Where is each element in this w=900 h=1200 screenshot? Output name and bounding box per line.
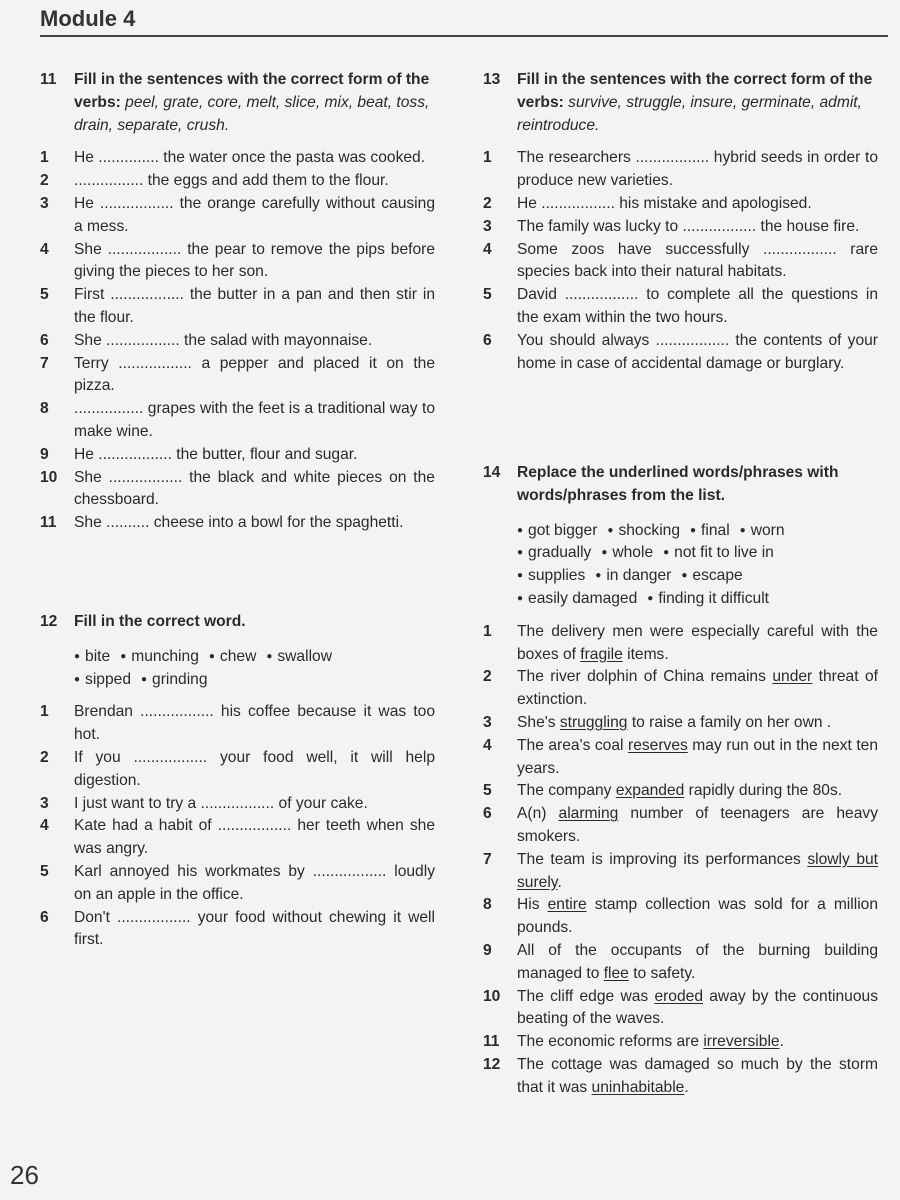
sentence-part: . [684, 1078, 689, 1096]
sentence-part: away by the continuous beating of the waves. [517, 987, 879, 1028]
item-number: 3 [40, 794, 49, 812]
sentence-part: The cliff edge was [517, 987, 655, 1005]
item-number: 9 [483, 941, 492, 959]
item-number: 6 [40, 331, 49, 349]
exercise-item [483, 666, 878, 712]
exercise-item [40, 512, 435, 535]
exercise-item [483, 712, 878, 735]
item-number: 10 [483, 987, 501, 1005]
word-option: ● finding it difficult [647, 588, 769, 611]
exercise-instruction: Fill in the sentences with the correct form of the verbs: [74, 71, 430, 111]
item-number: 1 [40, 149, 49, 167]
exercise-instruction: Fill in the sentences with the correct form of the verbs: [517, 71, 873, 111]
exercise-title [40, 69, 435, 137]
item-number: 2 [40, 172, 49, 190]
sentence-part: to safety. [628, 964, 696, 982]
exercise-item [40, 239, 435, 285]
item-sentence: She ................. the pear to remove the pips before giving the pieces to her son. [74, 240, 435, 281]
item-sentence: He ................. the orange carefully without causing a mess. [74, 194, 435, 235]
word-option: ● escape [681, 565, 742, 588]
item-number: 5 [483, 286, 492, 304]
item-sentence [517, 803, 878, 849]
exercise-item [483, 193, 878, 216]
page-number: 26 [10, 1160, 39, 1190]
exercise-title [483, 69, 878, 137]
word-option: ● bite [74, 646, 110, 669]
item-sentence: The family was lucky to ................. the house fire. [517, 217, 860, 235]
item-number: 6 [483, 805, 492, 823]
underlined-phrase: entire [547, 896, 587, 914]
exercise-item [40, 907, 435, 953]
word-option: ● munching [120, 646, 199, 669]
underlined-phrase: fragile [580, 645, 623, 663]
exercise-title [483, 462, 878, 508]
item-sentence: The researchers ................. hybrid seeds in order to produce new varieties. [517, 149, 878, 190]
item-number: 3 [40, 194, 49, 212]
item-number: 4 [40, 817, 49, 835]
item-number: 1 [483, 622, 492, 640]
word-option: ● worn [740, 520, 785, 543]
item-sentence [517, 621, 878, 667]
underlined-phrase: uninhabitable [591, 1078, 685, 1096]
item-sentence [517, 849, 878, 895]
item-sentence: You should always ................. the contents of your home in case of accidental damage or burglary. [517, 331, 878, 372]
exercise-item [40, 444, 435, 467]
item-number: 12 [483, 1055, 501, 1073]
exercise-item [483, 735, 878, 781]
item-number: 6 [40, 908, 49, 926]
sentence-part: may run out in the next ten years. [517, 736, 879, 777]
item-sentence [517, 712, 878, 735]
item-sentence [517, 986, 878, 1032]
item-sentence: Karl annoyed his workmates by ................. loudly on an apple in the office. [74, 862, 435, 903]
sentence-part: The team is improving its performances [517, 850, 808, 868]
exercise-item [483, 940, 878, 986]
item-sentence [517, 780, 878, 803]
word-option: ● whole [601, 542, 653, 565]
header-rule [40, 35, 888, 37]
item-sentence [517, 940, 878, 986]
exercise-item [40, 330, 435, 353]
exercise-instruction: Fill in the correct word. [74, 613, 246, 630]
sentence-part: number of teenagers are heavy smokers. [517, 805, 878, 845]
exercise-item [483, 1054, 878, 1100]
underlined-phrase: reserves [628, 736, 688, 754]
sentence-part: A(n) [517, 805, 559, 823]
exercise-item [483, 1031, 878, 1054]
exercise-item [40, 284, 435, 330]
exercise-number: 14 [483, 464, 501, 481]
exercise-item [483, 147, 878, 193]
item-number: 2 [40, 748, 49, 766]
item-sentence: Kate had a habit of ................. her teeth when she was angry. [74, 817, 435, 858]
exercise-item [483, 803, 878, 849]
word-option: ● supplies [517, 565, 585, 588]
word-option: ● easily damaged [517, 588, 637, 611]
item-number: 5 [40, 862, 49, 880]
item-number: 7 [483, 850, 492, 868]
sentence-part: The economic reforms are [517, 1033, 704, 1051]
exercise-item [483, 239, 878, 285]
item-number: 11 [483, 1033, 500, 1051]
exercise-number: 11 [40, 71, 57, 88]
exercise-item [483, 330, 878, 376]
sentence-part: All of the occupants of the burning building managed to [517, 941, 878, 982]
item-number: 1 [40, 703, 49, 721]
item-sentence: She ................. the black and white pieces on the chessboard. [74, 468, 435, 509]
item-number: 5 [483, 782, 492, 800]
item-sentence: Brendan ................. his coffee because it was too hot. [74, 703, 435, 744]
exercise-item [40, 861, 435, 907]
sentence-part: She's [517, 713, 560, 731]
module-header: Module 4 [40, 6, 136, 31]
item-sentence: He .............. the water once the pasta was cooked. [74, 149, 426, 167]
exercise-item [483, 894, 878, 940]
underlined-phrase: flee [603, 964, 629, 982]
underlined-phrase: irreversible [703, 1033, 780, 1051]
word-option: ● gradually [517, 542, 591, 565]
item-sentence: Don't ................. your food without chewing it well first. [74, 908, 435, 949]
underlined-phrase: expanded [615, 782, 685, 800]
sentence-part: The area's coal [517, 736, 628, 754]
word-option: ● shocking [607, 520, 680, 543]
sentence-part: The cottage was damaged so much by the storm that it was [517, 1055, 878, 1096]
item-number: 4 [40, 240, 49, 258]
item-number: 5 [40, 286, 49, 304]
item-sentence [517, 894, 878, 940]
exercise-item [40, 793, 435, 816]
underlined-phrase: slowly but surely [517, 850, 878, 891]
item-sentence: First ................. the butter in a pan and then stir in the flour. [74, 286, 435, 326]
word-option: ● got bigger [517, 520, 597, 543]
exercise-item [483, 621, 878, 667]
sentence-part: . [779, 1033, 784, 1051]
exercise-item [40, 353, 435, 399]
item-number: 9 [40, 445, 49, 463]
word-option: ● not fit to live in [663, 542, 774, 565]
exercise-item [483, 780, 878, 803]
exercise-item [40, 815, 435, 861]
exercise-item [40, 398, 435, 444]
exercise-number: 12 [40, 613, 58, 630]
item-number: 1 [483, 149, 492, 167]
sentence-part: to raise a family on her own . [627, 713, 832, 731]
exercise-item [40, 467, 435, 513]
item-sentence: Some zoos have successfully ................. rare species back into their natural habitats. [517, 240, 878, 281]
exercise-number: 13 [483, 71, 501, 88]
sentence-part: . [557, 873, 562, 891]
exercise-12 [40, 611, 435, 952]
item-number: 4 [483, 736, 492, 754]
item-number: 8 [483, 896, 492, 914]
item-sentence [517, 1054, 878, 1100]
item-number: 2 [483, 668, 492, 686]
exercise-item [40, 747, 435, 793]
item-sentence: ................ grapes with the feet is a traditional way to make wine. [74, 400, 435, 440]
exercise-instruction: Replace the underlined words/phrases with words/phrases from the list. [517, 464, 839, 504]
sentence-part: His [517, 896, 548, 914]
exercise-item [483, 216, 878, 239]
exercise-item [40, 170, 435, 193]
item-number: 4 [483, 240, 492, 258]
item-number: 11 [40, 514, 57, 532]
item-sentence [517, 1031, 878, 1054]
word-option: ● swallow [266, 646, 332, 669]
underlined-phrase: alarming [558, 805, 619, 823]
exercise-item [40, 701, 435, 747]
item-sentence: If you ................. your food well, it will help digestion. [74, 748, 435, 789]
sentence-part: The company [517, 782, 616, 800]
exercise-title [40, 611, 435, 634]
item-sentence: She .......... cheese into a bowl for the spaghetti. [74, 514, 404, 532]
item-sentence: I just want to try a ................. of your cake. [74, 794, 368, 812]
item-sentence: He ................. his mistake and apologised. [517, 194, 812, 212]
sentence-part: The delivery men were especially careful with the boxes of [517, 622, 878, 663]
word-option: ● in danger [595, 565, 671, 588]
exercise-14 [483, 462, 878, 1100]
underlined-phrase: struggling [559, 713, 628, 731]
exercise-item [483, 986, 878, 1032]
item-sentence: ................ the eggs and add them to the flour. [74, 172, 389, 190]
item-sentence: David ................. to complete all the questions in the exam within the two hours. [517, 286, 878, 326]
item-number: 10 [40, 468, 58, 486]
exercise-item [483, 284, 878, 330]
item-sentence: He ................. the butter, flour and sugar. [74, 445, 358, 463]
item-sentence: Terry ................. a pepper and placed it on the pizza. [74, 354, 435, 395]
verb-list: survive, struggle, insure, germinate, admit, reintroduce. [517, 93, 862, 134]
word-option: ● grinding [141, 669, 208, 692]
item-number: 3 [483, 217, 492, 235]
sentence-part: items. [622, 645, 669, 663]
word-option: ● final [690, 520, 730, 543]
word-option: ● sipped [74, 669, 131, 692]
item-sentence: She ................. the salad with mayonnaise. [74, 331, 373, 349]
word-option: ● chew [209, 646, 256, 669]
sentence-part: The river dolphin of China remains [517, 668, 773, 686]
item-number: 8 [40, 400, 49, 418]
item-number: 3 [483, 713, 492, 731]
item-number: 7 [40, 354, 49, 372]
exercise-13 [483, 69, 878, 375]
sentence-part: stamp collection was sold for a million pounds. [517, 896, 879, 937]
item-number: 2 [483, 194, 492, 212]
sentence-part: threat of extinction. [517, 668, 878, 709]
item-number: 6 [483, 331, 492, 349]
exercise-11 [40, 69, 435, 535]
exercise-item [40, 147, 435, 170]
item-sentence [517, 666, 878, 712]
underlined-phrase: eroded [654, 987, 703, 1005]
exercise-item [40, 193, 435, 239]
underlined-phrase: under [772, 668, 813, 686]
verb-list: peel, grate, core, melt, slice, mix, beat, toss, drain, separate, crush. [74, 93, 430, 134]
sentence-part: rapidly during the 80s. [684, 782, 843, 800]
exercise-item [483, 849, 878, 895]
item-sentence [517, 735, 878, 781]
